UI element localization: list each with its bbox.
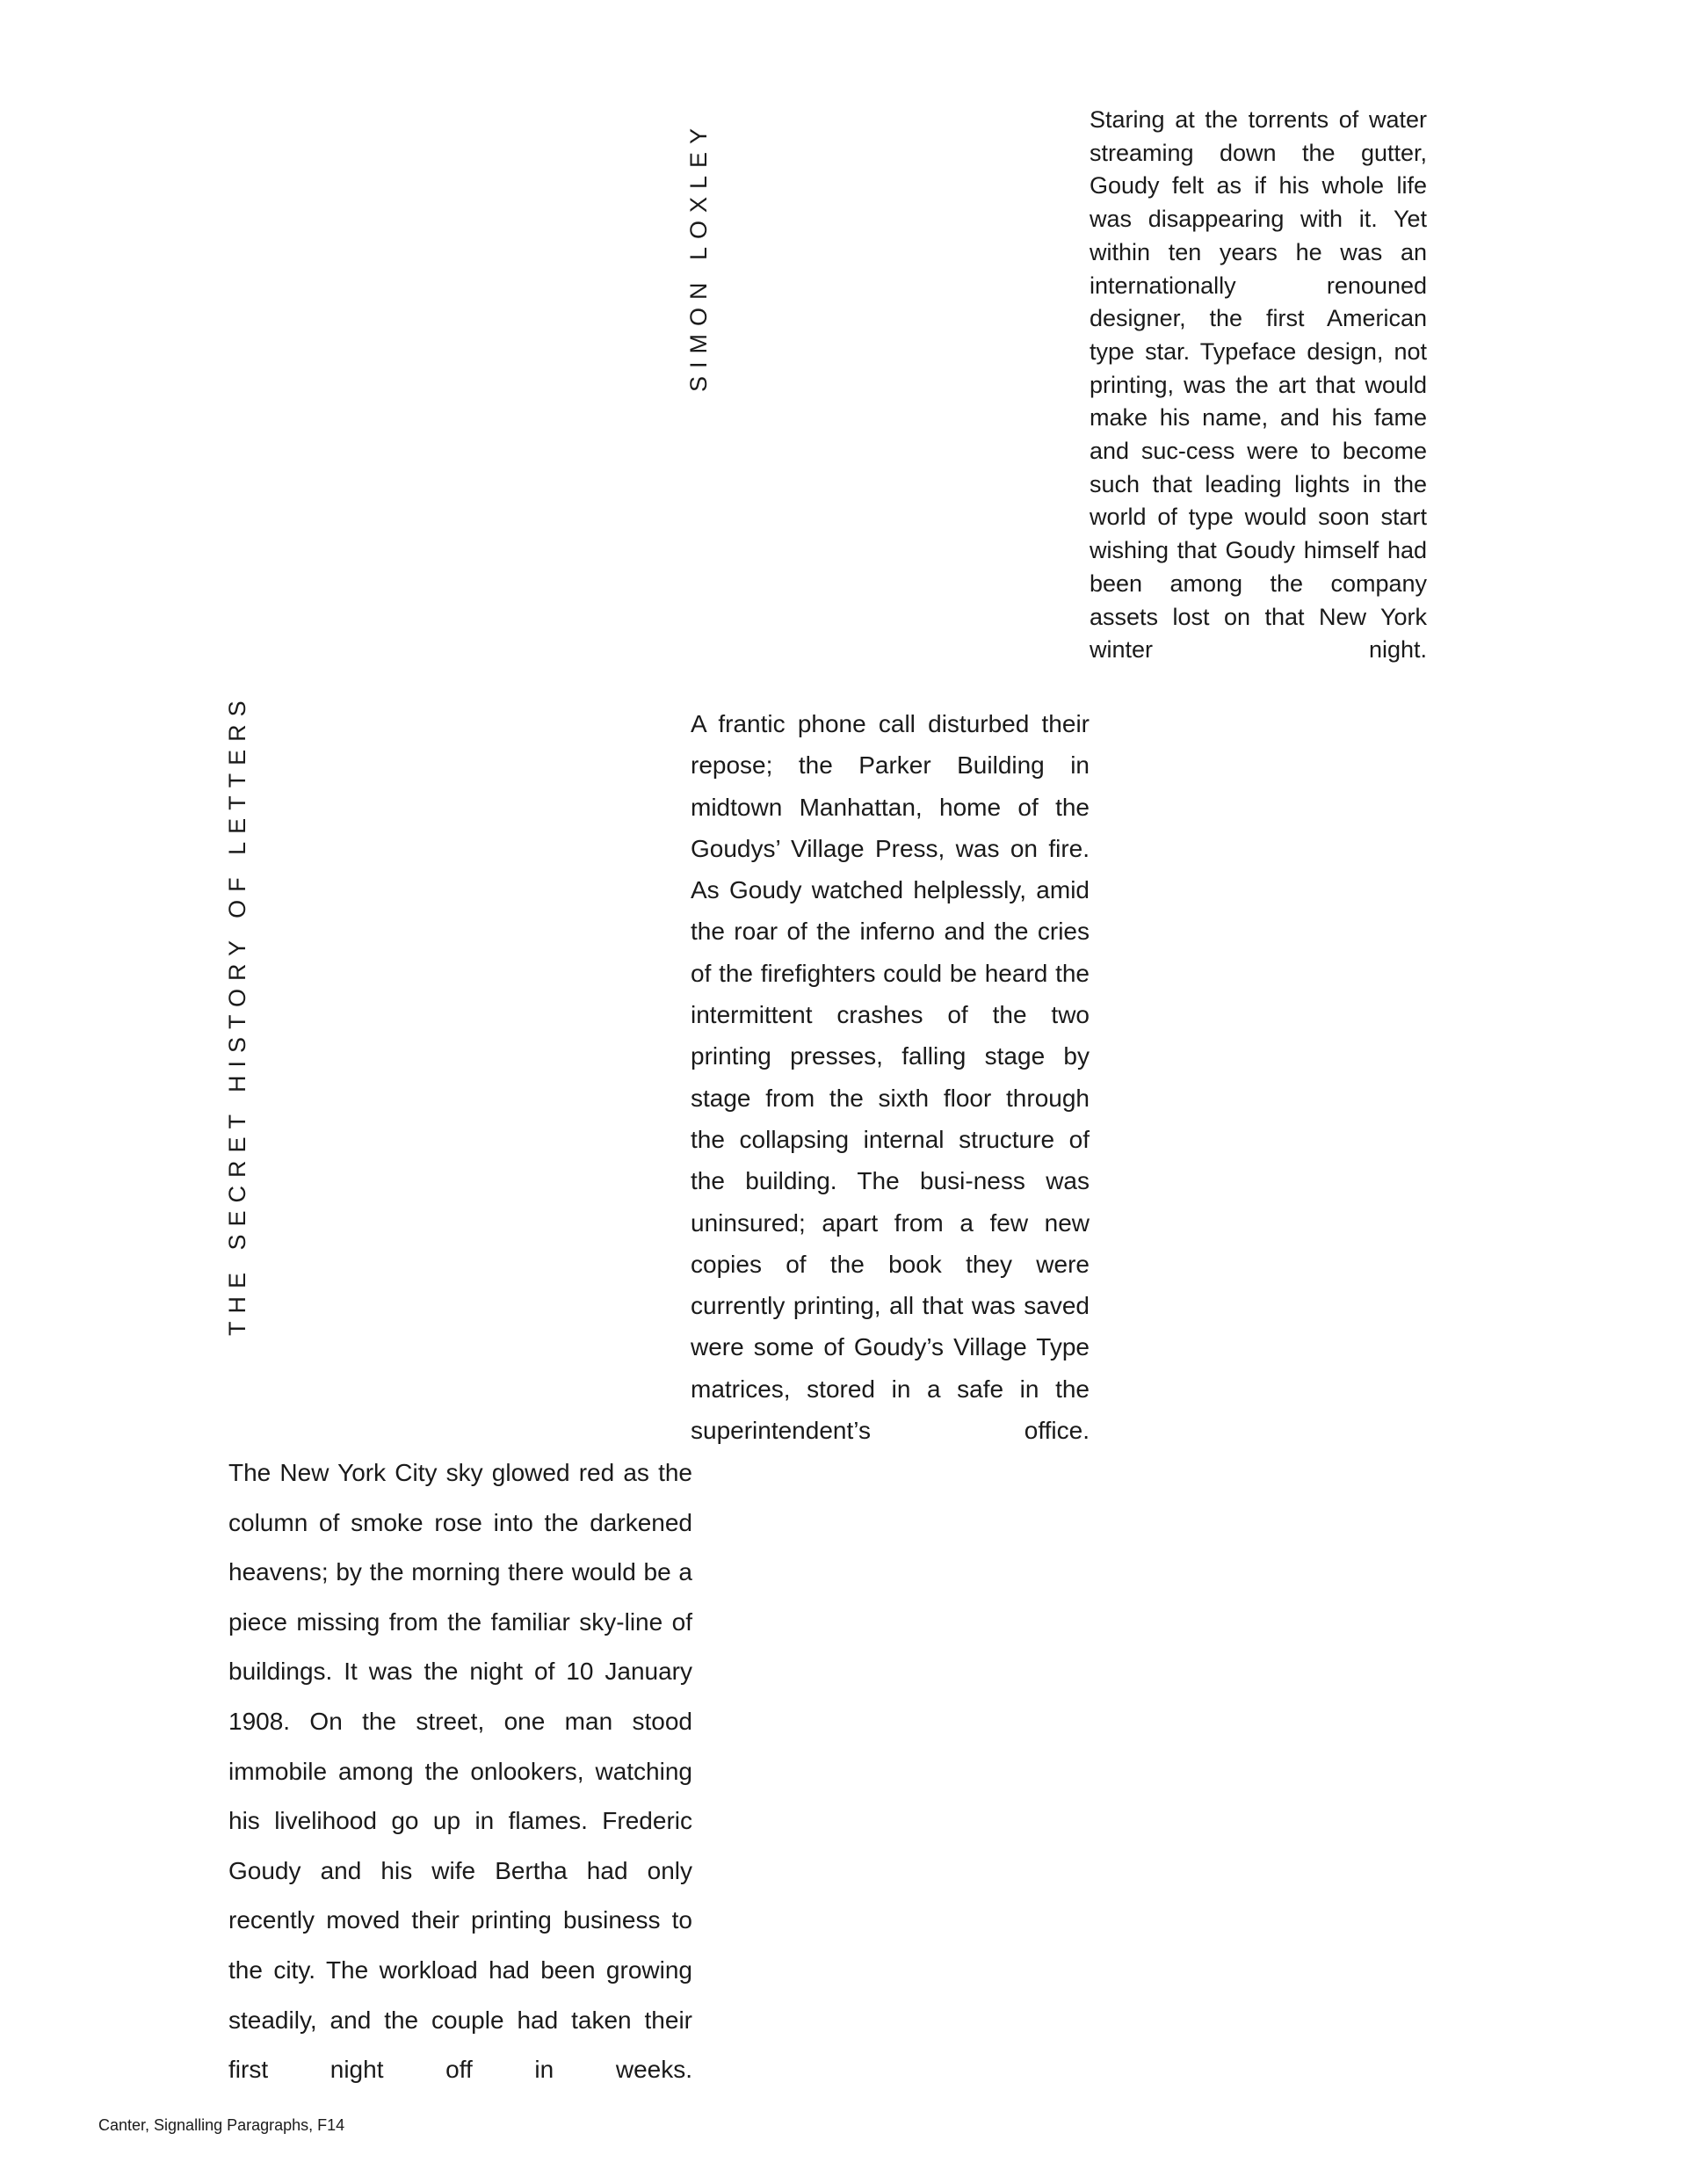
paragraph-middle: A frantic phone call disturbed their repose; the Parker Building in midtown Manhattan, home of the Goudys’ Village Press, was on fire. As Goudy watched helplessly, amid the roar of the inferno and the cries of the firefighters could be heard the intermittent crashes of the two printing presses, falling stage by stage from the sixth floor through the collapsing internal structure of the building. The busi-ness was uninsured; apart from a few new copies of the book they were currently printing, all that was saved were some of Goudy’s Village Type matrices, stored in a safe in the superintendent’s office. <box>691 710 1090 1445</box>
paragraph-bottom: The New York City sky glowed red as the column of smoke rose into the darkened heavens; by the morning there would be a piece missing from the familiar sky-line of buildings. It was the night of 10 January 1908. On the street, one man stood immobile among the onlookers, watching his livelihood go up in flames. Frederic Goudy and his wife Bertha had only recently moved their printing business to the city. The workload had been growing steadily, and the couple had taken their first night off in weeks. <box>228 1459 692 2084</box>
paragraph-top: Staring at the torrents of water streaming down the gutter, Goudy felt as if his whole life was disappearing with it. Yet within ten years he was an internationally renouned designer, the first American type star. Typeface design, not printing, was the art that would make his name, and his fame and suc-cess were to become such that leading lights in the world of type would soon start wishing that Goudy himself had been among the company assets lost on that New York winter night. <box>1090 106 1427 664</box>
footer-caption: Canter, Signalling Paragraphs, F14 <box>98 2116 345 2134</box>
author-name: SIMON LOXLEY <box>685 120 712 392</box>
book-title: THE SECRET HISTORY OF LETTERS <box>224 693 250 1336</box>
